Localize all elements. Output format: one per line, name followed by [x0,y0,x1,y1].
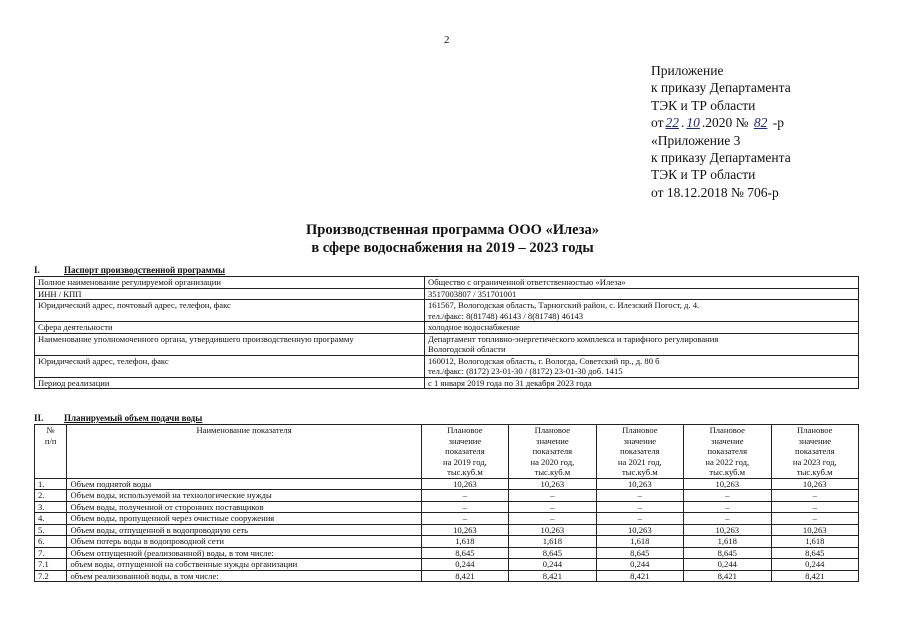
row-value: 8,645 [684,547,771,559]
passport-value-line: Департамент топливно-энергетического комплекса и тарифного регулирования [428,333,719,344]
row-value: 8,645 [596,547,683,559]
row-value: 10,263 [771,478,859,490]
row-value: 8,421 [596,570,683,582]
row-value: – [596,501,683,513]
row-number: 4. [35,513,67,525]
row-indicator-name: объем реализованной воды, в том числе: [67,570,421,582]
row-number: 7.2 [35,570,67,582]
header-line: Плановое [622,425,658,435]
row-value: 8,645 [509,547,596,559]
row-value: – [509,490,596,502]
column-header [596,425,683,479]
table-row [35,559,859,571]
table-row [35,570,859,582]
header-line: показателя [532,446,573,456]
row-value: – [596,490,683,502]
passport-value [425,288,859,300]
header-line: № [46,425,55,435]
row-value: – [771,501,859,513]
handwritten-day: 22 [665,115,679,131]
row-number: 7.1 [35,559,67,571]
row-indicator-name: объем воды, отпущенной на собственные нужды организации [67,559,421,571]
row-value: 8,421 [421,570,508,582]
header-line: Плановое [534,425,571,435]
appendix-line: ТЭК и ТР области [651,167,756,183]
passport-value-line: холодное водоснабжение [428,322,520,332]
header-line: значение [798,435,832,446]
row-value: – [421,501,508,513]
header-line: на 2021 год, [617,456,662,467]
table-row [35,524,859,536]
header-line: значение [536,435,569,446]
header-line: значение [448,435,482,446]
passport-row [35,322,859,334]
table-header-row [35,425,859,479]
header-line: значение [623,435,657,446]
row-number: 7. [35,547,67,559]
row-indicator-name: Объем воды, пропущенной через очистные сооружения [67,513,421,525]
table-row [35,478,859,490]
row-value: 8,645 [421,547,508,559]
passport-row [35,300,859,322]
date-year: .2020 № [701,115,749,131]
row-value: 10,263 [509,524,596,536]
header-line: п/п [44,435,57,446]
header-line: тыс.куб.м [796,467,833,477]
row-indicator-name: Объем воды, используемой на технологические нужды [67,490,421,502]
table-row [35,547,859,559]
passport-value-line: 161567, Вологодская область, Тарногский район, с. Илезский Погост, д. 4. [428,300,700,310]
header-line: на 2022 год, [705,456,750,467]
section-1-number: I. [34,265,40,275]
row-value: – [596,513,683,525]
appendix-line: ТЭК и ТР области [651,97,756,113]
row-number: 6. [35,536,67,548]
row-value: 10,263 [684,478,771,490]
header-line: на 2023 год, [792,456,837,467]
passport-value-line: 3517003807 / 351701001 [428,288,517,299]
header-line: показателя [445,446,485,456]
row-value: 8,421 [509,570,596,582]
table-row [35,513,859,525]
section-2-number: II. [34,413,44,423]
passport-table [34,276,859,389]
appendix-line: к приказу Департамента [651,150,791,166]
water-volume-table [34,424,859,582]
row-number: 2. [35,490,67,502]
appendix-block [651,62,791,201]
row-value: 0,244 [596,559,683,571]
passport-label: ИНН / КПП [35,288,425,300]
header-line: показателя [620,446,660,456]
passport-label: Наименование уполномоченного органа, утвердившего производственную программу [35,333,425,355]
handwritten-month: 10 [686,115,700,131]
appendix-line: «Приложение 3 [651,132,741,148]
header-line: тыс.куб.м [709,467,746,477]
row-value: 0,244 [421,559,508,571]
row-value: – [771,513,859,525]
row-value: 10,263 [684,524,771,536]
row-value: 10,263 [596,478,683,490]
row-value: 10,263 [421,478,508,490]
row-value: 0,244 [771,559,859,571]
passport-row [35,277,859,289]
section-1-heading [34,265,225,275]
section-2-heading [34,413,202,423]
header-line: значение [710,435,744,446]
row-value: 10,263 [771,524,859,536]
row-value: 8,645 [771,547,859,559]
row-indicator-name: Объем поднятой воды [67,478,421,490]
row-number: 3. [35,501,67,513]
passport-label: Сфера деятельности [35,322,425,334]
title-line-2: в сфере водоснабжения на 2019 – 2023 годы [311,240,594,256]
row-value: – [684,490,771,502]
row-value: 10,263 [596,524,683,536]
header-line: Наименование показателя [196,425,292,435]
row-number: 1. [35,478,67,490]
row-value: 1,618 [421,536,508,548]
passport-value-line: Общество с ограниченной ответственностью «Илеза» [428,277,626,287]
row-value: 0,244 [509,559,596,571]
passport-value [425,277,859,289]
header-line: тыс.куб.м [534,467,571,477]
title-line-1: Производственная программа ООО «Илеза» [306,222,599,238]
column-header [35,425,67,479]
passport-value [425,355,859,377]
table-row [35,490,859,502]
header-line: Плановое [797,425,833,435]
row-indicator-name: Объем воды, отпущенной в водопроводную сеть [67,524,421,536]
row-value: 10,263 [421,524,508,536]
appendix-date-line [651,114,791,131]
row-value: – [421,513,508,525]
row-indicator-name: Объем отпущенной (реализованной) воды, в том числе: [67,547,421,559]
appendix-line: Приложение [651,63,724,78]
passport-row [35,355,859,377]
document-title [0,221,905,257]
passport-label: Период реализации [35,377,425,389]
passport-value-line: Вологодской области [428,344,506,354]
passport-value [425,333,859,355]
row-number: 5. [35,524,67,536]
row-value: – [509,501,596,513]
header-line: тыс.куб.м [447,467,483,477]
column-header [684,425,771,479]
header-line: показателя [707,446,748,456]
row-value: 8,421 [684,570,771,582]
passport-label: Юридический адрес, телефон, факс [35,355,425,377]
column-header [509,425,596,479]
column-header [421,425,508,479]
header-line: Плановое [447,425,483,435]
passport-value [425,377,859,389]
table-row [35,536,859,548]
header-line: тыс.куб.м [621,467,658,477]
row-value: – [684,501,771,513]
appendix-line: от 18.12.2018 № 706-р [651,184,779,200]
row-indicator-name: Объем потерь воды в водопроводной сети [67,536,421,548]
column-header [771,425,859,479]
row-value: – [509,513,596,525]
appendix-line: к приказу Департамента [651,80,791,96]
table-row [35,501,859,513]
handwritten-order-number: 82 [753,115,768,131]
passport-value-line: тел./факс: 8(81748) 46143 / 8(81748) 46143 [428,310,584,321]
row-value: – [684,513,771,525]
passport-value-line: с 1 января 2019 года по 31 декабря 2023 года [428,377,592,388]
passport-label: Полное наименование регулируемой организации [35,277,425,289]
row-value: 10,263 [509,478,596,490]
row-value: 1,618 [509,536,596,548]
date-separator: . [680,115,685,131]
row-value: 1,618 [771,536,859,548]
passport-value-line: тел./факс: (8172) 23-01-30 / (8172) 23-01-30 доб. 1415 [428,366,623,376]
passport-row [35,288,859,300]
passport-label: Юридический адрес, почтовый адрес, телефон, факс [35,300,425,322]
page-number: 2 [444,34,450,46]
header-line: на 2020 год, [530,456,575,467]
row-value: 1,618 [684,536,771,548]
order-suffix: -р [772,115,784,131]
date-prefix: от [651,115,664,131]
section-2-title: Планируемый объем подачи воды [64,413,203,423]
passport-value-line: 160012, Вологодская область, г. Вологда, Советский пр., д. 80 б [428,355,660,366]
passport-value [425,300,859,322]
row-value: 8,421 [771,570,859,582]
header-line: Плановое [709,425,745,435]
row-value: 0,244 [684,559,771,571]
passport-row [35,333,859,355]
row-value: 1,618 [596,536,683,548]
row-value: – [421,490,508,502]
column-header [67,425,421,479]
passport-value [425,322,859,334]
header-line: на 2019 год, [443,456,487,467]
header-line: показателя [794,446,835,456]
section-1-title: Паспорт производственной программы [64,265,225,275]
passport-row [35,377,859,389]
row-indicator-name: Объем воды, полученной от сторонних поставщиков [67,501,421,513]
row-value: – [771,490,859,502]
